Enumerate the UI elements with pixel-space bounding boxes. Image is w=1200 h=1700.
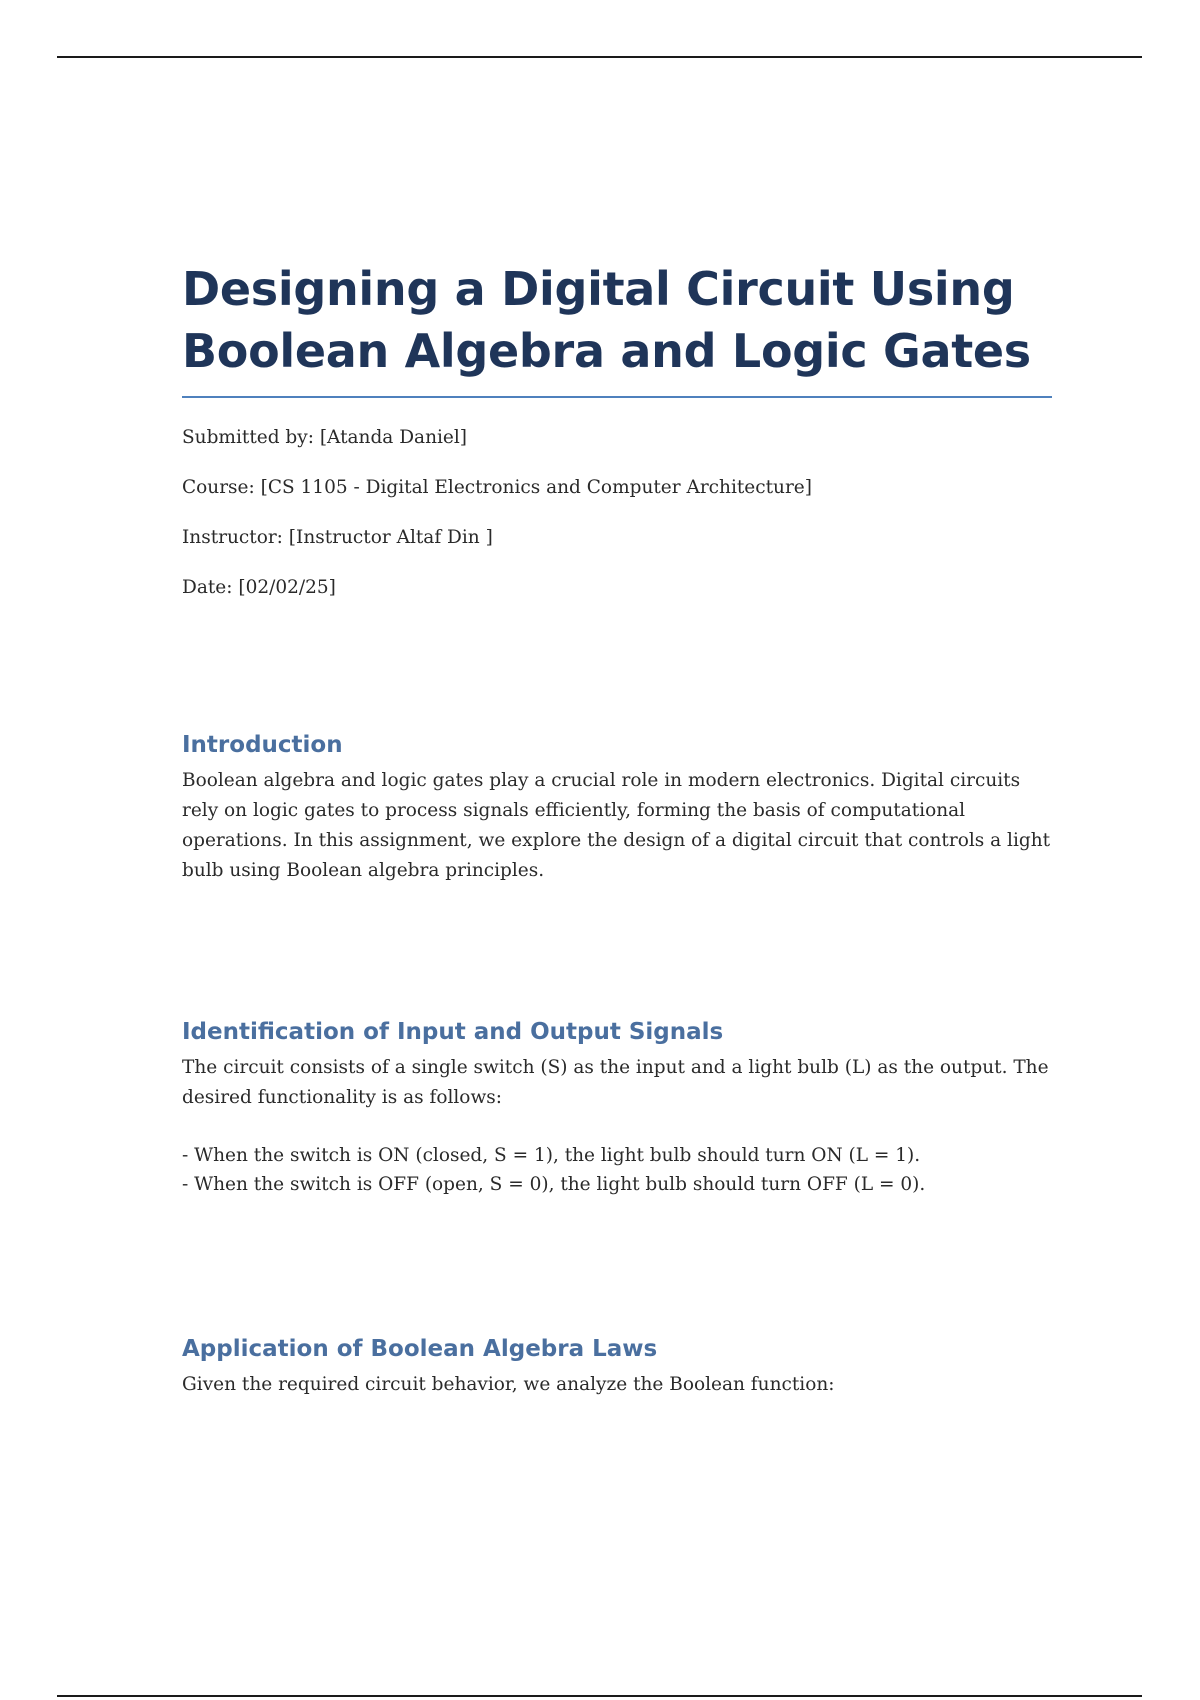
boolean-laws-heading: Application of Boolean Algebra Laws <box>182 1336 658 1362</box>
identification-section <box>182 1017 1052 1199</box>
introduction-heading: Introduction <box>182 732 343 758</box>
submitted-by: Submitted by: [Atanda Daniel] <box>182 427 467 448</box>
boolean-laws-body: Given the required circuit behavior, we analyze the Boolean function: <box>182 1374 835 1395</box>
date: Date: [02/02/25] <box>182 577 336 598</box>
bottom-rule <box>57 1695 1142 1697</box>
instructor: Instructor: [Instructor Altaf Din ] <box>182 527 493 548</box>
document-page <box>182 258 1052 1395</box>
document-title: Designing a Digital Circuit Using Boolean Algebra and Logic Gates <box>182 258 1052 398</box>
introduction-section <box>182 730 1052 886</box>
course: Course: [CS 1105 - Digital Electronics and Computer Architecture] <box>182 477 812 498</box>
list-item: - When the switch is ON (closed, S = 1), the light bulb should turn ON (L = 1). <box>182 1145 921 1166</box>
submission-details <box>182 426 1052 600</box>
functionality-list <box>182 1141 1052 1199</box>
top-rule <box>57 56 1142 58</box>
identification-body: The circuit consists of a single switch (S) as the input and a light bulb (L) as the output. The desired functionality is as follows: <box>182 1057 1049 1108</box>
introduction-body: Boolean algebra and logic gates play a crucial role in modern electronics. Digital circuits rely on logic gates to process signals efficiently, forming the basis of computational operations. In this assignment, we explore the design of a digital circuit that controls a light bulb using Boolean algebra principles. <box>182 770 1051 881</box>
identification-heading: Identification of Input and Output Signals <box>182 1019 724 1045</box>
boolean-laws-section <box>182 1334 1052 1400</box>
list-item: - When the switch is OFF (open, S = 0), the light bulb should turn OFF (L = 0). <box>182 1174 926 1195</box>
